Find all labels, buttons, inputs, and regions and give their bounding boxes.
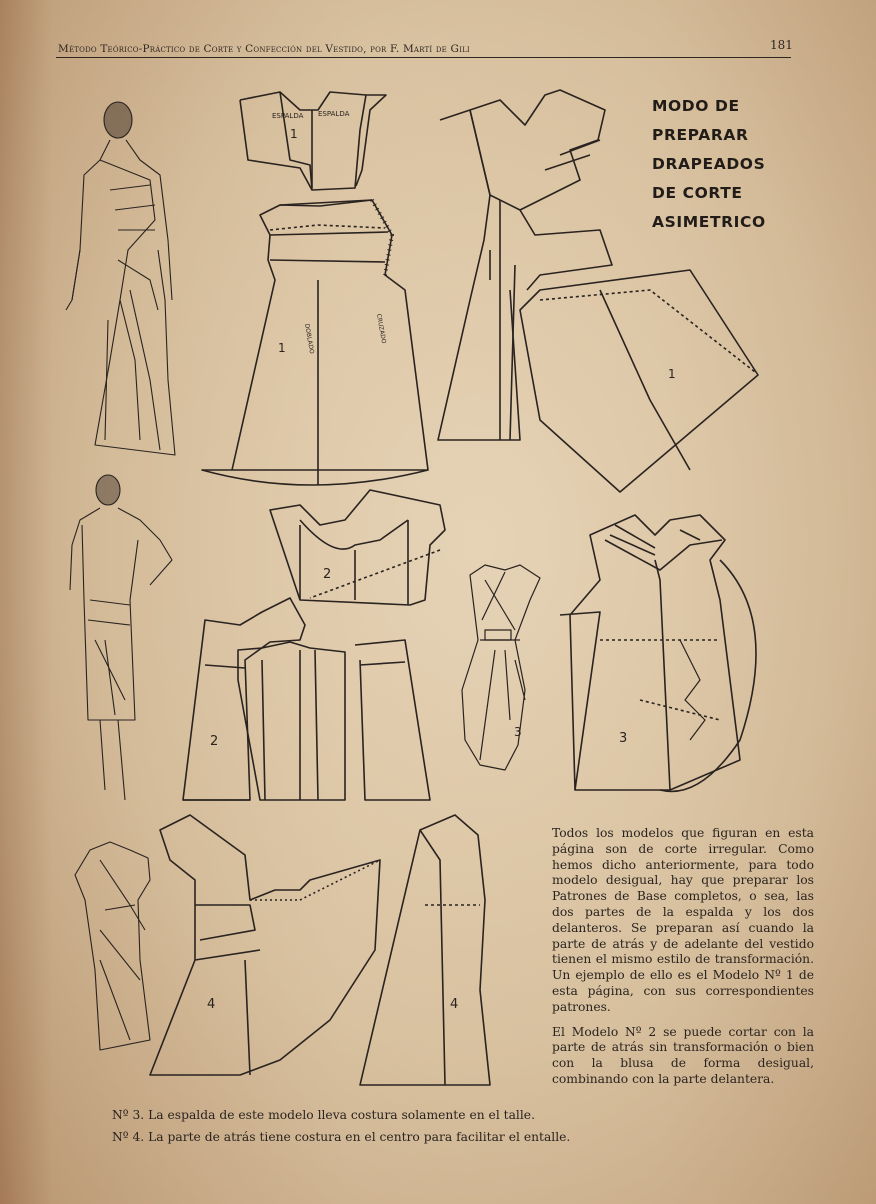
label-cruzado: CRUZADO <box>374 313 388 345</box>
pattern-number-2-bodice: 2 <box>323 567 332 582</box>
pattern-number-2-skirt: 2 <box>210 734 219 749</box>
fashion-figure-model-2 <box>70 475 172 800</box>
paragraph: El Modelo Nº 2 se puede cortar con la parte de atrás sin transformación o bien con la blusa de forma desigual, combinando con la parte delantera. <box>552 1024 814 1086</box>
fashion-figure-model-4 <box>75 842 150 1050</box>
fashion-figure-model-1 <box>66 102 175 455</box>
title-line: PREPARAR <box>652 126 749 144</box>
pattern-number-1-back-skirt: 1 <box>278 341 286 355</box>
body-text <box>552 826 814 1097</box>
pattern-model-4-right <box>360 815 490 1085</box>
title-line: MODO DE <box>652 97 740 115</box>
pattern-number-4-left: 4 <box>207 997 216 1012</box>
caption-model-3: Nº 3. La espalda de este modelo lleva costura solamente en el talle. <box>112 1108 535 1122</box>
pattern-number-1-back-top: 1 <box>290 127 298 141</box>
pattern-model-3 <box>560 515 756 791</box>
title-line: DE CORTE <box>652 184 743 202</box>
title-line: ASIMETRICO <box>652 213 766 231</box>
page-number: 181 <box>770 38 793 52</box>
pattern-number-4-right: 4 <box>450 997 459 1012</box>
paragraph: Todos los modelos que figuran en esta página son de corte irregular. Como hemos dicho anteriormente, para todo modelo desigual, hay que preparar los Patrones de Base completos, o sea, las dos partes de la espalda y los dos delanteros. Se preparan así cuando la parte de atrás y de adelante del vestido tienen el mismo estilo de transformación. Un ejemplo de ello es el Modelo Nº 1 de esta página, con sus correspondientes patrones. <box>552 826 814 1014</box>
caption-model-4: Nº 4. La parte de atrás tiene costura en el centro para facilitar el entalle. <box>112 1130 571 1144</box>
pattern-model-1-front <box>438 90 758 492</box>
pattern-model-4-left <box>150 815 380 1075</box>
pattern-model-1-back <box>202 92 428 485</box>
pattern-number-1-front: 1 <box>668 367 676 381</box>
running-header: Método Teórico-Práctico de Corte y Confección del Vestido, por F. Martí de Gili <box>58 43 470 55</box>
label-espalda-left: ESPALDA <box>272 112 304 120</box>
label-doblado: DOBLADO <box>302 323 316 355</box>
fashion-figure-model-3 <box>462 565 540 770</box>
pattern-number-3: 3 <box>619 731 628 746</box>
pattern-model-2-bodice <box>270 490 445 605</box>
pattern-model-2-skirt <box>183 598 430 800</box>
label-espalda-right: ESPALDA <box>318 110 350 118</box>
figure-number-3: 3 <box>514 725 522 739</box>
title-line: DRAPEADOS <box>652 155 766 173</box>
